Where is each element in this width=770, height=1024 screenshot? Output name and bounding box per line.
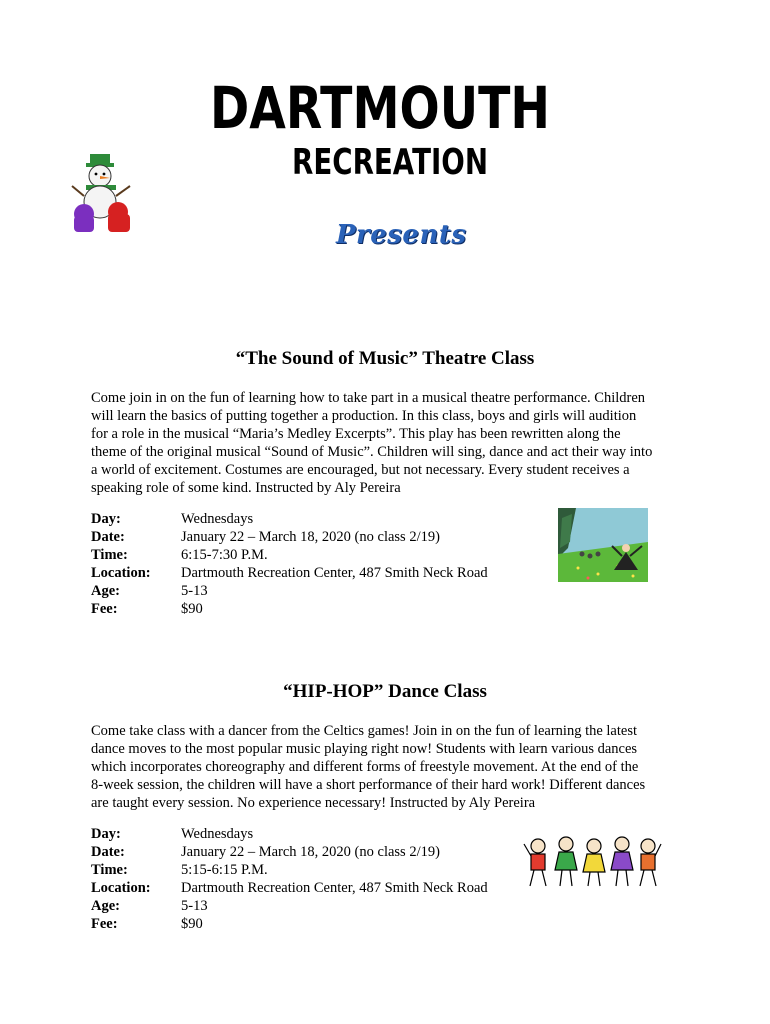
- detail-label: Day:: [91, 826, 121, 842]
- detail-value: Wednesdays: [181, 826, 254, 842]
- description-line: are taught every session. No experience necessary! Instructed by Aly Pereira: [91, 795, 536, 811]
- detail-value: Dartmouth Recreation Center, 487 Smith Neck Road: [181, 880, 488, 896]
- detail-value: January 22 – March 18, 2020 (no class 2/19): [181, 529, 440, 545]
- detail-value: January 22 – March 18, 2020 (no class 2/19): [181, 844, 440, 860]
- details-sound-of-music: [91, 510, 488, 618]
- detail-label: Location:: [91, 880, 151, 896]
- detail-row-date: [91, 843, 488, 861]
- description-line: 8-week session, the children will have a short performance of their hard work! Different dances: [91, 777, 646, 793]
- detail-label: Age:: [91, 583, 120, 599]
- section-title-hip-hop: “HIP-HOP” Dance Class: [283, 681, 487, 702]
- detail-value: 6:15-7:30 P.M.: [181, 547, 268, 563]
- description-line: a world of excitement. Costumes are encouraged, but not necessary. Every student receives a: [91, 462, 630, 478]
- detail-value: Wednesdays: [181, 511, 254, 527]
- detail-value: $90: [181, 916, 203, 932]
- detail-label: Time:: [91, 862, 128, 878]
- detail-row-location: [91, 564, 488, 582]
- description-line: theme of the original musical “Sound of Music”. Children will sing, dance and act their way into: [91, 444, 653, 460]
- logo-line-recreation: RECREATION: [292, 142, 488, 183]
- description-line: dance moves to the most popular music playing right now! Students with learn various dances: [91, 741, 638, 757]
- detail-label: Date:: [91, 529, 125, 545]
- meadow-dancer-illustration-icon: [558, 508, 648, 582]
- detail-row-fee: [91, 600, 488, 618]
- detail-label: Fee:: [91, 601, 118, 617]
- description-line: Come take class with a dancer from the Celtics games! Join in on the fun of learning the latest: [91, 723, 638, 739]
- detail-row-date: [91, 528, 488, 546]
- dartmouth-recreation-logo: [200, 62, 570, 182]
- description-line: for a role in the musical “Maria’s Medley Excerpts”. This play has been rewritten along the: [91, 426, 621, 442]
- description-line: Come join in on the fun of learning how to take part in a musical theatre performance. Children: [91, 390, 646, 406]
- detail-label: Time:: [91, 547, 128, 563]
- detail-value: 5-13: [181, 898, 208, 914]
- detail-value: $90: [181, 601, 203, 617]
- presents-heading: Presents: [336, 220, 467, 250]
- detail-label: Fee:: [91, 916, 118, 932]
- detail-value: 5:15-6:15 P.M.: [181, 862, 268, 878]
- detail-row-day: [91, 510, 488, 528]
- detail-row-time: [91, 546, 488, 564]
- detail-label: Day:: [91, 511, 121, 527]
- detail-row-age: [91, 582, 488, 600]
- section-title-sound-of-music: “The Sound of Music” Theatre Class: [235, 348, 535, 369]
- snowman-clipart-icon: [66, 152, 138, 234]
- detail-label: Age:: [91, 898, 120, 914]
- detail-row-fee: [91, 915, 488, 933]
- dancing-kids-clipart-icon: [522, 832, 662, 892]
- detail-label: Location:: [91, 565, 151, 581]
- detail-row-time: [91, 861, 488, 879]
- section-description-hip-hop: [91, 722, 691, 812]
- description-line: will learn the basics of putting together a production. In this class, boys and girls will audition: [91, 408, 637, 424]
- section-description-sound-of-music: [91, 389, 691, 497]
- logo-line-dartmouth: DARTMOUTH: [210, 74, 550, 142]
- description-line: which incorporates choreography and different forms of freestyle movement. At the end of the: [91, 759, 639, 775]
- detail-row-location: [91, 879, 488, 897]
- details-hip-hop: [91, 825, 488, 933]
- detail-row-age: [91, 897, 488, 915]
- description-line: speaking role of some kind. Instructed by Aly Pereira: [91, 480, 401, 496]
- detail-value: 5-13: [181, 583, 208, 599]
- detail-row-day: [91, 825, 488, 843]
- detail-label: Date:: [91, 844, 125, 860]
- detail-value: Dartmouth Recreation Center, 487 Smith Neck Road: [181, 565, 488, 581]
